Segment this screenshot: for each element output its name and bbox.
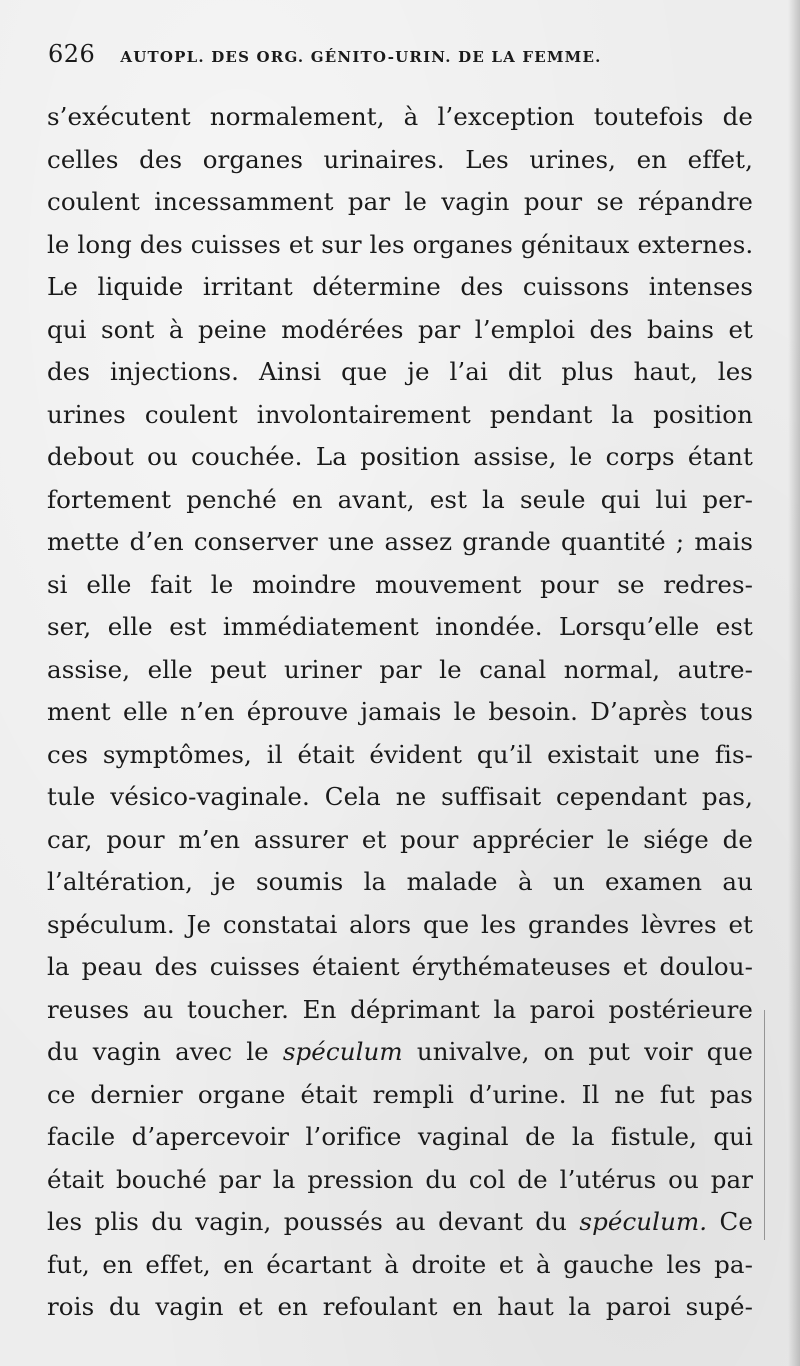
text-segment: car, pour m’en assurer et pour apprécier le siége de	[47, 824, 753, 854]
text-line	[47, 1031, 753, 1074]
text-line	[47, 266, 753, 309]
text-segment: fut, en effet, en écartant à droite et à gauche les pa-	[47, 1249, 753, 1279]
text-segment: le long des cuisses et sur les organes génitaux externes.	[47, 229, 754, 259]
text-line	[47, 946, 753, 989]
text-segment: facile d’apercevoir l’orifice vaginal de la fistule, qui	[47, 1122, 753, 1151]
text-segment: tule vésico-vaginale. Cela ne suffisait cependant pas,	[47, 782, 753, 811]
text-segment: qui sont à peine modérées par l’emploi des bains et	[47, 314, 753, 344]
text-segment: debout ou couchée. La position assise, le corps étant	[47, 442, 753, 471]
text-line	[47, 1116, 753, 1159]
text-line	[47, 734, 753, 777]
text-segment: Le liquide irritant détermine des cuissons intenses	[47, 272, 753, 301]
text-segment: était bouché par la pression du col de l’utérus ou par	[47, 1164, 753, 1194]
text-line	[47, 776, 753, 819]
text-segment: du vagin avec le	[47, 1037, 283, 1066]
text-line	[47, 1074, 753, 1117]
page-edge-shadow	[788, 0, 800, 1366]
text-line	[47, 1159, 753, 1202]
text-segment: reuses au toucher. En déprimant la paroi postérieure	[47, 994, 753, 1024]
text-line	[47, 436, 753, 479]
text-line	[47, 1201, 753, 1244]
text-line	[47, 564, 753, 607]
text-segment: Ce	[707, 1207, 753, 1236]
text-segment: ser, elle est immédiatement inondée. Lorsqu’elle est	[47, 612, 753, 641]
text-segment: ment elle n’en éprouve jamais le besoin. D’après tous	[47, 697, 753, 726]
text-segment: coulent incessamment par le vagin pour se répandre	[47, 187, 753, 216]
text-line	[47, 224, 753, 267]
text-line	[47, 861, 753, 904]
text-line	[47, 691, 753, 734]
text-segment: univalve, on put voir que	[402, 1037, 753, 1066]
text-segment: ce dernier organe était rempli d’urine. Il ne fut pas	[47, 1079, 753, 1109]
text-segment: des injections. Ainsi que je l’ai dit plus haut, les	[47, 357, 753, 386]
italic-term: spéculum.	[579, 1207, 708, 1236]
text-line	[47, 1286, 753, 1329]
text-line	[47, 181, 753, 224]
text-line	[47, 351, 753, 394]
text-segment: mette d’en conserver une assez grande quantité ; mais	[47, 527, 753, 556]
text-line	[47, 1244, 753, 1287]
text-line	[47, 309, 753, 352]
text-line	[47, 606, 753, 649]
text-line	[47, 819, 753, 862]
text-line	[47, 521, 753, 564]
text-segment: urines coulent involontairement pendant la position	[47, 399, 753, 429]
page-number: 626	[48, 40, 96, 68]
italic-term: spéculum	[282, 1037, 403, 1066]
text-segment: assise, elle peut uriner par le canal normal, autre-	[47, 654, 753, 684]
text-line	[47, 989, 753, 1032]
running-head	[48, 40, 758, 76]
text-segment: la peau des cuisses étaient érythémateuses et doulou-	[47, 952, 753, 981]
text-line	[47, 96, 753, 139]
text-line	[47, 139, 753, 182]
text-segment: si elle fait le moindre mouvement pour se redres-	[47, 569, 753, 599]
text-line	[47, 479, 753, 522]
text-segment: rois du vagin et en refoulant en haut la paroi supé-	[47, 1292, 753, 1321]
running-head-title: AUTOPL. DES ORG. GÉNITO-URIN. DE LA FEMME.	[120, 48, 602, 66]
text-segment: ces symptômes, il était évident qu’il existait une fis-	[47, 739, 753, 769]
text-segment: s’exécutent normalement, à l’exception toutefois de	[47, 102, 753, 131]
text-segment: celles des organes urinaires. Les urines, en effet,	[47, 144, 753, 174]
body-text	[47, 96, 753, 1329]
text-line	[47, 649, 753, 692]
text-line	[47, 394, 753, 437]
text-line	[47, 904, 753, 947]
text-segment: fortement penché en avant, est la seule qui lui per-	[47, 484, 753, 514]
text-segment: l’altération, je soumis la malade à un examen au	[47, 867, 753, 896]
text-segment: spéculum. Je constatai alors que les grandes lèvres et	[47, 909, 753, 939]
margin-rule	[764, 1010, 765, 1240]
text-segment: les plis du vagin, poussés au devant du	[47, 1207, 580, 1236]
